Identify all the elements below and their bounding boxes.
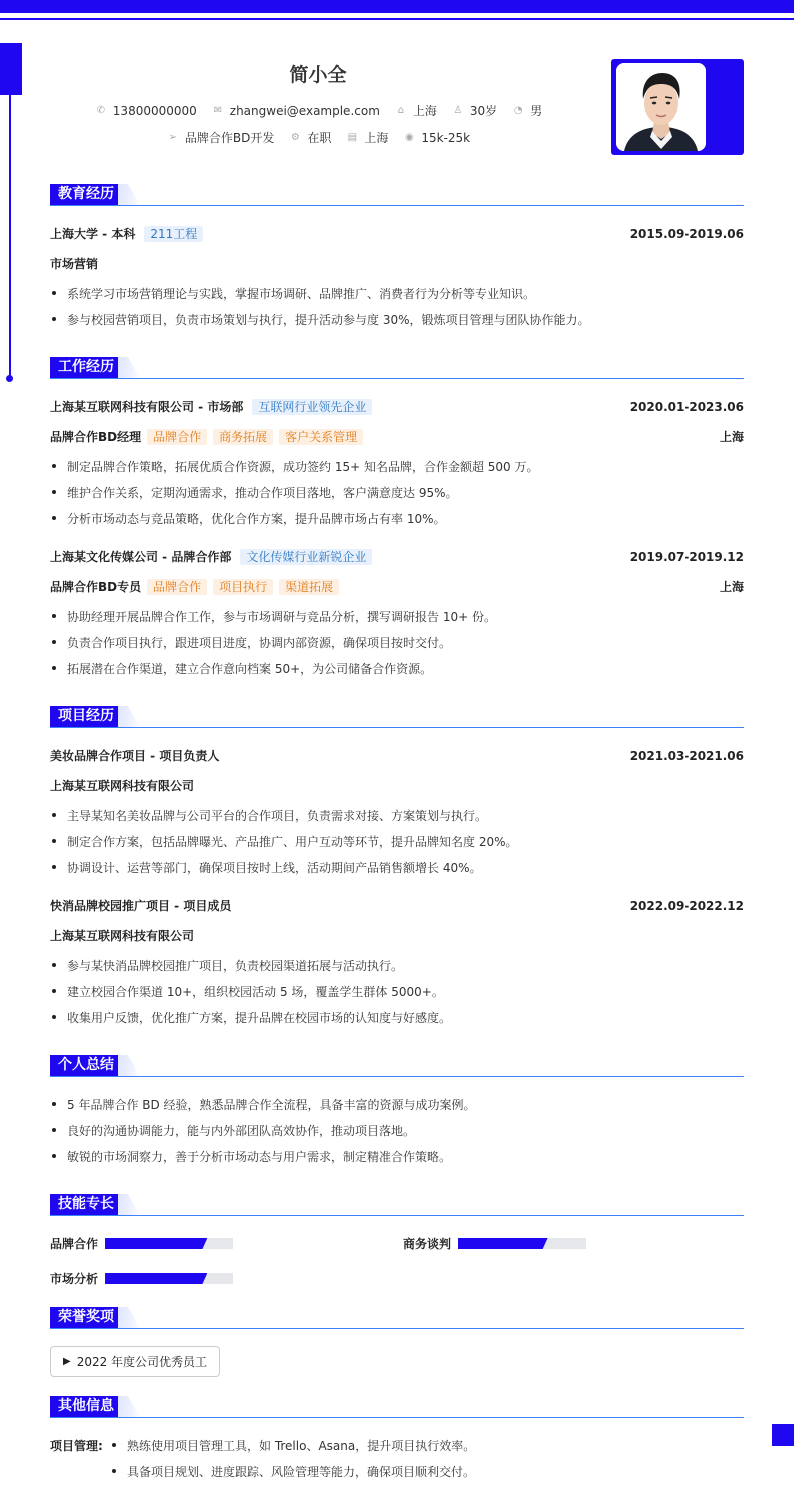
section-title: 荣誉奖项: [50, 1307, 122, 1328]
contact-row: [0, 102, 636, 119]
work-header: 上海某文化传媒公司 - 品牌合作部 文化传媒行业新锐企业 2019.07-2019.12: [50, 549, 744, 564]
skill-tag: 品牌合作: [147, 429, 207, 445]
status-item: ⚙ 在职: [288, 129, 331, 146]
education-header: 上海大学 - 本科 211工程 2015.09-2019.06: [50, 226, 744, 241]
section-skills: [50, 1194, 744, 1216]
skill-tag: 项目执行: [213, 579, 273, 595]
school-tag: 211工程: [144, 226, 203, 242]
work-role: 品牌合作BD专员 品牌合作 项目执行 渠道拓展 上海: [50, 579, 744, 594]
money-icon: ◉: [404, 132, 414, 143]
right-accent-square: [772, 1424, 794, 1446]
other-label: 项目管理:: [50, 1439, 103, 1453]
section-title-decoration: [118, 184, 140, 205]
gear-icon: ⚙: [290, 132, 300, 143]
avatar: [616, 63, 706, 151]
target-city-item: ▤ 上海: [345, 129, 388, 146]
section-divider: [50, 205, 744, 206]
honor-item[interactable]: ▶ 2022 年度公司优秀员工: [50, 1346, 220, 1377]
section-title: 个人总结: [50, 1055, 122, 1076]
photo-frame: [611, 59, 744, 155]
list-item: 制定品牌合作策略，拓展优质合作资源，成功签约 15+ 知名品牌，合作金额超 500 万。: [50, 458, 539, 475]
list-item: 建立校园合作渠道 10+，组织校园活动 5 场，覆盖学生群体 5000+。: [50, 983, 444, 1000]
list-item: 5 年品牌合作 BD 经验，熟悉品牌合作全流程，具备丰富的资源与成功案例。: [50, 1096, 476, 1113]
list-item: 熟练使用项目管理工具，如 Trello、Asana，提升项目执行效率。: [110, 1437, 475, 1454]
gender-icon: ◔: [513, 105, 523, 116]
skill-item: 市场分析: [50, 1270, 233, 1287]
section-honors: [50, 1307, 744, 1329]
phone-item: ✆ 13800000000: [94, 104, 197, 118]
list-item: 收集用户反馈，优化推广方案，提升品牌在校园市场的认知度与好感度。: [50, 1009, 451, 1026]
candidate-name: 简小全: [289, 64, 347, 86]
age-icon: ♙: [453, 105, 463, 116]
section-title-decoration: [118, 1055, 140, 1076]
city-item: ⌂ 上海: [394, 102, 437, 119]
list-item: 拓展潜在合作渠道，建立合作意向档案 50+，为公司储备合作资源。: [50, 660, 432, 677]
gender-item: ◔ 男: [511, 102, 542, 119]
section-title-decoration: [118, 706, 140, 727]
list-item: 系统学习市场营销理论与实践，掌握市场调研、品牌推广、消费者行为分析等专业知识。: [50, 285, 535, 302]
section-title: 技能专长: [50, 1194, 122, 1215]
company-tag: 互联网行业领先企业: [252, 399, 372, 415]
list-item: 良好的沟通协调能力，能与内外部团队高效协作，推动项目落地。: [50, 1122, 415, 1139]
section-work: [50, 357, 744, 379]
list-item: 协助经理开展品牌合作工作，参与市场调研与竞品分析，撰写调研报告 10+ 份。: [50, 608, 496, 625]
caret-right-icon: ▶: [63, 1356, 71, 1367]
list-item: 负责合作项目执行，跟进项目进度，协调内部资源，确保项目按时交付。: [50, 634, 451, 651]
work-header: 上海某互联网科技有限公司 - 市场部 互联网行业领先企业 2020.01-2023.06: [50, 399, 744, 414]
list-item: 制定合作方案，包括品牌曝光、产品推广、用户互动等环节，提升品牌知名度 20%。: [50, 833, 518, 850]
company-tag: 文化传媒行业新锐企业: [240, 549, 372, 565]
section-title-decoration: [118, 1307, 140, 1328]
list-item: 敏锐的市场洞察力，善于分析市场动态与用户需求，制定精准合作策略。: [50, 1148, 451, 1165]
list-item: 维护合作关系，定期沟通需求，推动合作项目落地，客户满意度达 95%。: [50, 484, 458, 501]
building-icon: ▤: [347, 132, 358, 143]
skill-tag: 商务拓展: [213, 429, 273, 445]
project-header: 快消品牌校园推广项目 - 项目成员 2022.09-2022.12: [50, 898, 744, 913]
list-item: 具备项目规划、进度跟踪、风险管理等能力，确保项目顺利交付。: [110, 1463, 475, 1480]
list-item: 分析市场动态与竞品策略，优化合作方案，提升品牌市场占有率 10%。: [50, 510, 446, 527]
section-divider: [50, 1328, 744, 1329]
list-item: 协调设计、运营等部门，确保项目按时上线，活动期间产品销售额增长 40%。: [50, 859, 482, 876]
job-target-item: ➢ 品牌合作BD开发: [166, 129, 274, 146]
skill-bar-fill: [105, 1238, 207, 1249]
education-major: 市场营销: [50, 257, 99, 271]
skill-tag: 品牌合作: [147, 579, 207, 595]
skill-bar: [105, 1273, 233, 1284]
skill-bar-fill: [458, 1238, 548, 1249]
list-item: 参与某快消品牌校园推广项目，负责校园渠道拓展与活动执行。: [50, 957, 403, 974]
age-item: ♙ 30岁: [451, 102, 497, 119]
mail-icon: ✉: [213, 105, 222, 116]
work-role: 品牌合作BD经理 品牌合作 商务拓展 客户关系管理 上海: [50, 429, 744, 444]
section-title: 项目经历: [50, 706, 122, 727]
section-title: 工作经历: [50, 357, 122, 378]
section-title-decoration: [118, 1396, 140, 1417]
section-title-decoration: [118, 357, 140, 378]
section-divider: [50, 1215, 744, 1216]
section-summary: [50, 1055, 744, 1077]
project-header: 美妆品牌合作项目 - 项目负责人 2021.03-2021.06: [50, 748, 744, 763]
left-accent-dot: [6, 375, 13, 382]
skill-item: 商务谈判: [403, 1235, 586, 1252]
section-education: [50, 184, 744, 206]
list-item: 主导某知名美妆品牌与公司平台的合作项目，负责需求对接、方案策划与执行。: [50, 807, 487, 824]
skill-tag: 渠道拓展: [279, 579, 339, 595]
top-accent-line: [0, 18, 794, 20]
skill-bar: [458, 1238, 586, 1249]
send-icon: ➢: [168, 132, 178, 143]
skill-tag: 客户关系管理: [279, 429, 363, 445]
project-company: 上海某互联网科技有限公司: [50, 779, 195, 793]
skill-item: 品牌合作: [50, 1235, 233, 1252]
intent-row: [0, 129, 636, 146]
section-divider: [50, 1076, 744, 1077]
skill-bar-fill: [105, 1273, 207, 1284]
salary-item: ◉ 15k-25k: [402, 131, 470, 145]
skill-bar: [105, 1238, 233, 1249]
section-title: 教育经历: [50, 184, 122, 205]
section-divider: [50, 1417, 744, 1418]
education-period: 2015.09-2019.06: [629, 226, 744, 241]
section-title-decoration: [118, 1194, 140, 1215]
section-other: [50, 1396, 744, 1418]
section-title: 其他信息: [50, 1396, 122, 1417]
list-item: 参与校园营销项目，负责市场策划与执行，提升活动参与度 30%，锻炼项目管理与团队协作能力。: [50, 311, 590, 328]
section-divider: [50, 378, 744, 379]
project-company: 上海某互联网科技有限公司: [50, 929, 195, 943]
section-project: [50, 706, 744, 728]
section-divider: [50, 727, 744, 728]
phone-icon: ✆: [96, 105, 105, 116]
home-icon: ⌂: [397, 105, 405, 116]
email-item: ✉ zhangwei@example.com: [211, 104, 380, 118]
top-accent-bar: [0, 0, 794, 13]
